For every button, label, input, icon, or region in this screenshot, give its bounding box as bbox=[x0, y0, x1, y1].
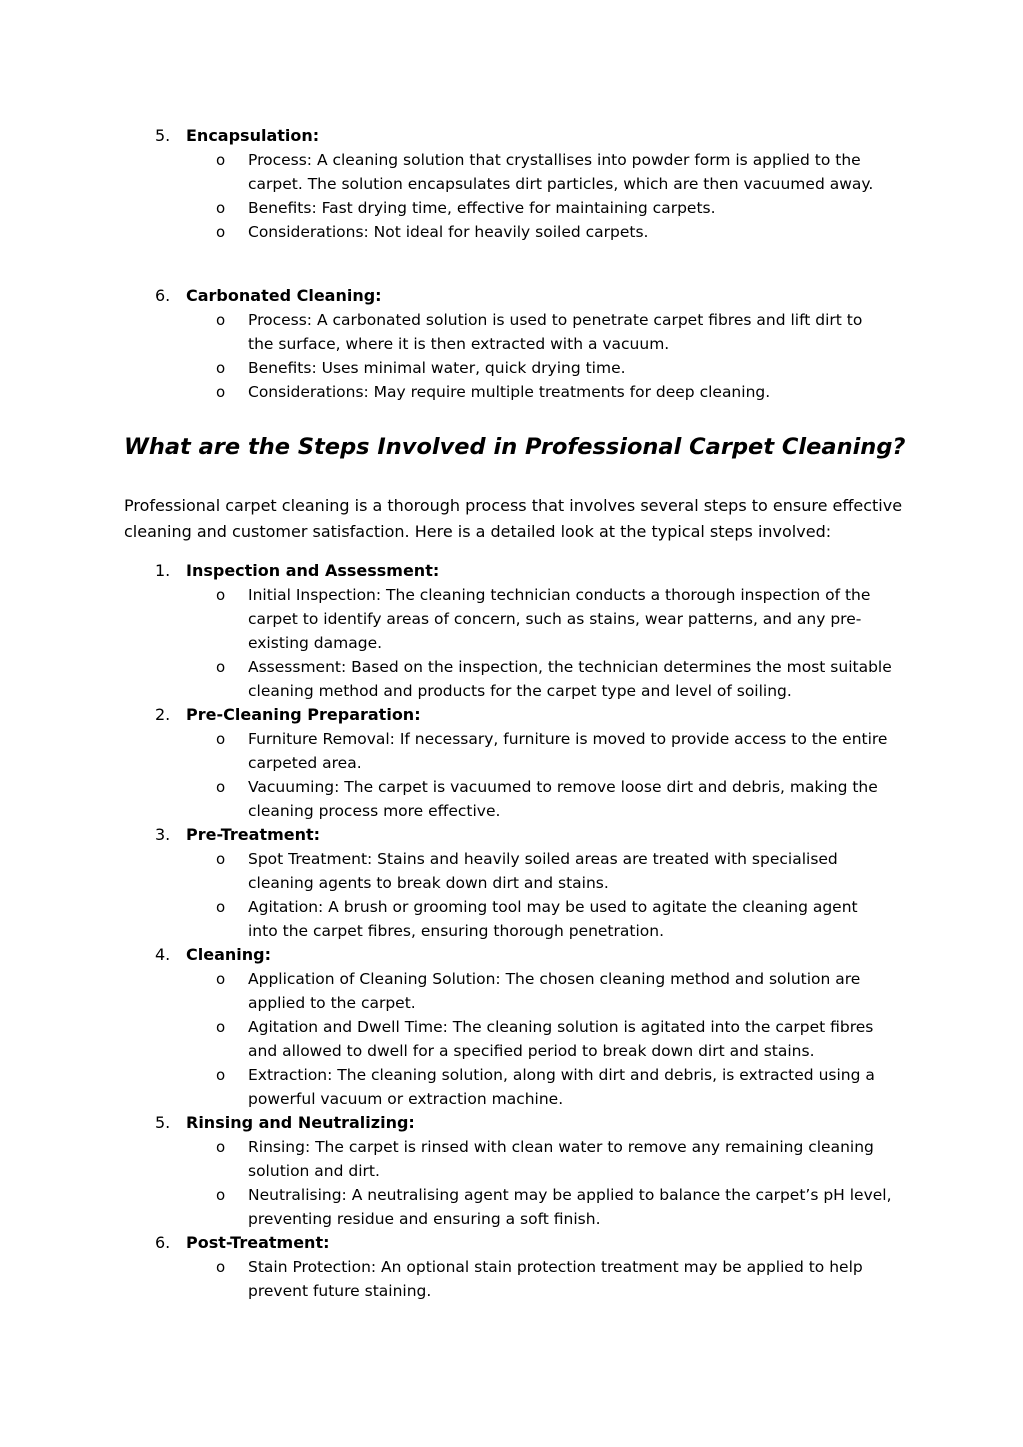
item-title: Pre-Cleaning Preparation: bbox=[186, 705, 421, 724]
subitem-line: prevent future staining. bbox=[248, 1282, 432, 1300]
subitem-line: Rinsing: The carpet is rinsed with clean water to remove any remaining cleaning bbox=[248, 1138, 874, 1156]
bullet-icon: o bbox=[216, 658, 226, 676]
item-title: Post-Treatment: bbox=[186, 1233, 330, 1252]
item-title: Cleaning: bbox=[186, 945, 271, 964]
item-number: 6. bbox=[155, 1233, 171, 1252]
bullet-icon: o bbox=[216, 1138, 226, 1156]
item-number: 5. bbox=[155, 1113, 171, 1132]
bullet-icon: o bbox=[216, 151, 226, 169]
item-title: Rinsing and Neutralizing: bbox=[186, 1113, 415, 1132]
subitem-line: Vacuuming: The carpet is vacuumed to remove loose dirt and debris, making the bbox=[248, 778, 878, 796]
bullet-icon: o bbox=[216, 778, 226, 796]
bullet-icon: o bbox=[216, 223, 226, 241]
bullet-icon: o bbox=[216, 383, 226, 401]
item-number: 5. bbox=[155, 126, 171, 145]
subitem-line: Application of Cleaning Solution: The chosen cleaning method and solution are bbox=[248, 970, 861, 988]
subitem-line: Benefits: Uses minimal water, quick drying time. bbox=[248, 359, 626, 377]
subitem-line: and allowed to dwell for a specified period to break down dirt and stains. bbox=[248, 1042, 815, 1060]
subitem-line: Furniture Removal: If necessary, furniture is moved to provide access to the entire bbox=[248, 730, 888, 748]
bullet-icon: o bbox=[216, 586, 226, 604]
bullet-icon: o bbox=[216, 1258, 226, 1276]
bullet-icon: o bbox=[216, 359, 226, 377]
subitem-line: Assessment: Based on the inspection, the technician determines the most suitable bbox=[248, 658, 892, 676]
subitem-line: carpet. The solution encapsulates dirt particles, which are then vacuumed away. bbox=[248, 175, 874, 193]
subitem-line: preventing residue and ensuring a soft finish. bbox=[248, 1210, 601, 1228]
subitem-line: Agitation and Dwell Time: The cleaning solution is agitated into the carpet fibres bbox=[248, 1018, 874, 1036]
subitem-line: Considerations: Not ideal for heavily soiled carpets. bbox=[248, 223, 649, 241]
bullet-icon: o bbox=[216, 199, 226, 217]
bullet-icon: o bbox=[216, 970, 226, 988]
subitem-line: carpet to identify areas of concern, such as stains, wear patterns, and any pre- bbox=[248, 610, 862, 628]
subitem-line: solution and dirt. bbox=[248, 1162, 380, 1180]
item-number: 1. bbox=[155, 561, 171, 580]
subitem-line: the surface, where it is then extracted with a vacuum. bbox=[248, 335, 670, 353]
item-title: Carbonated Cleaning: bbox=[186, 286, 382, 305]
subitem-line: Stain Protection: An optional stain protection treatment may be applied to help bbox=[248, 1258, 863, 1276]
subitem-line: Considerations: May require multiple treatments for deep cleaning. bbox=[248, 383, 771, 401]
item-number: 6. bbox=[155, 286, 171, 305]
bullet-icon: o bbox=[216, 1018, 226, 1036]
subitem-line: cleaning agents to break down dirt and stains. bbox=[248, 874, 609, 892]
bullet-icon: o bbox=[216, 730, 226, 748]
intro-line: Professional carpet cleaning is a thorough process that involves several steps to ensure effective bbox=[124, 496, 903, 515]
bullet-icon: o bbox=[216, 1066, 226, 1084]
subitem-line: Neutralising: A neutralising agent may be applied to balance the carpet’s pH level, bbox=[248, 1186, 892, 1204]
subitem-line: Agitation: A brush or grooming tool may be used to agitate the cleaning agent bbox=[248, 898, 858, 916]
subitem-line: Process: A cleaning solution that crystallises into powder form is applied to the bbox=[248, 151, 861, 169]
subitem-line: into the carpet fibres, ensuring thorough penetration. bbox=[248, 922, 664, 940]
bullet-icon: o bbox=[216, 311, 226, 329]
item-title: Pre-Treatment: bbox=[186, 825, 321, 844]
item-number: 2. bbox=[155, 705, 171, 724]
subitem-line: Spot Treatment: Stains and heavily soiled areas are treated with specialised bbox=[248, 850, 838, 868]
intro-line: cleaning and customer satisfaction. Here is a detailed look at the typical steps involved: bbox=[124, 522, 832, 541]
subitem-line: carpeted area. bbox=[248, 754, 362, 772]
item-title: Encapsulation: bbox=[186, 126, 320, 145]
section-heading: What are the Steps Involved in Professional Carpet Cleaning? bbox=[124, 434, 906, 460]
bullet-icon: o bbox=[216, 898, 226, 916]
subitem-line: Process: A carbonated solution is used to penetrate carpet fibres and lift dirt to bbox=[248, 311, 863, 329]
subitem-line: powerful vacuum or extraction machine. bbox=[248, 1090, 564, 1108]
intro-paragraph bbox=[124, 493, 914, 545]
subitem-line: cleaning process more effective. bbox=[248, 802, 501, 820]
subitem-line: applied to the carpet. bbox=[248, 994, 416, 1012]
item-number: 4. bbox=[155, 945, 171, 964]
subitem-line: Extraction: The cleaning solution, along with dirt and debris, is extracted using a bbox=[248, 1066, 875, 1084]
subitem-line: cleaning method and products for the carpet type and level of soiling. bbox=[248, 682, 792, 700]
item-title: Inspection and Assessment: bbox=[186, 561, 440, 580]
bullet-icon: o bbox=[216, 850, 226, 868]
item-number: 3. bbox=[155, 825, 171, 844]
bullet-icon: o bbox=[216, 1186, 226, 1204]
subitem-line: Benefits: Fast drying time, effective for maintaining carpets. bbox=[248, 199, 716, 217]
subitem-line: Initial Inspection: The cleaning technician conducts a thorough inspection of the bbox=[248, 586, 871, 604]
subitem-line: existing damage. bbox=[248, 634, 383, 652]
